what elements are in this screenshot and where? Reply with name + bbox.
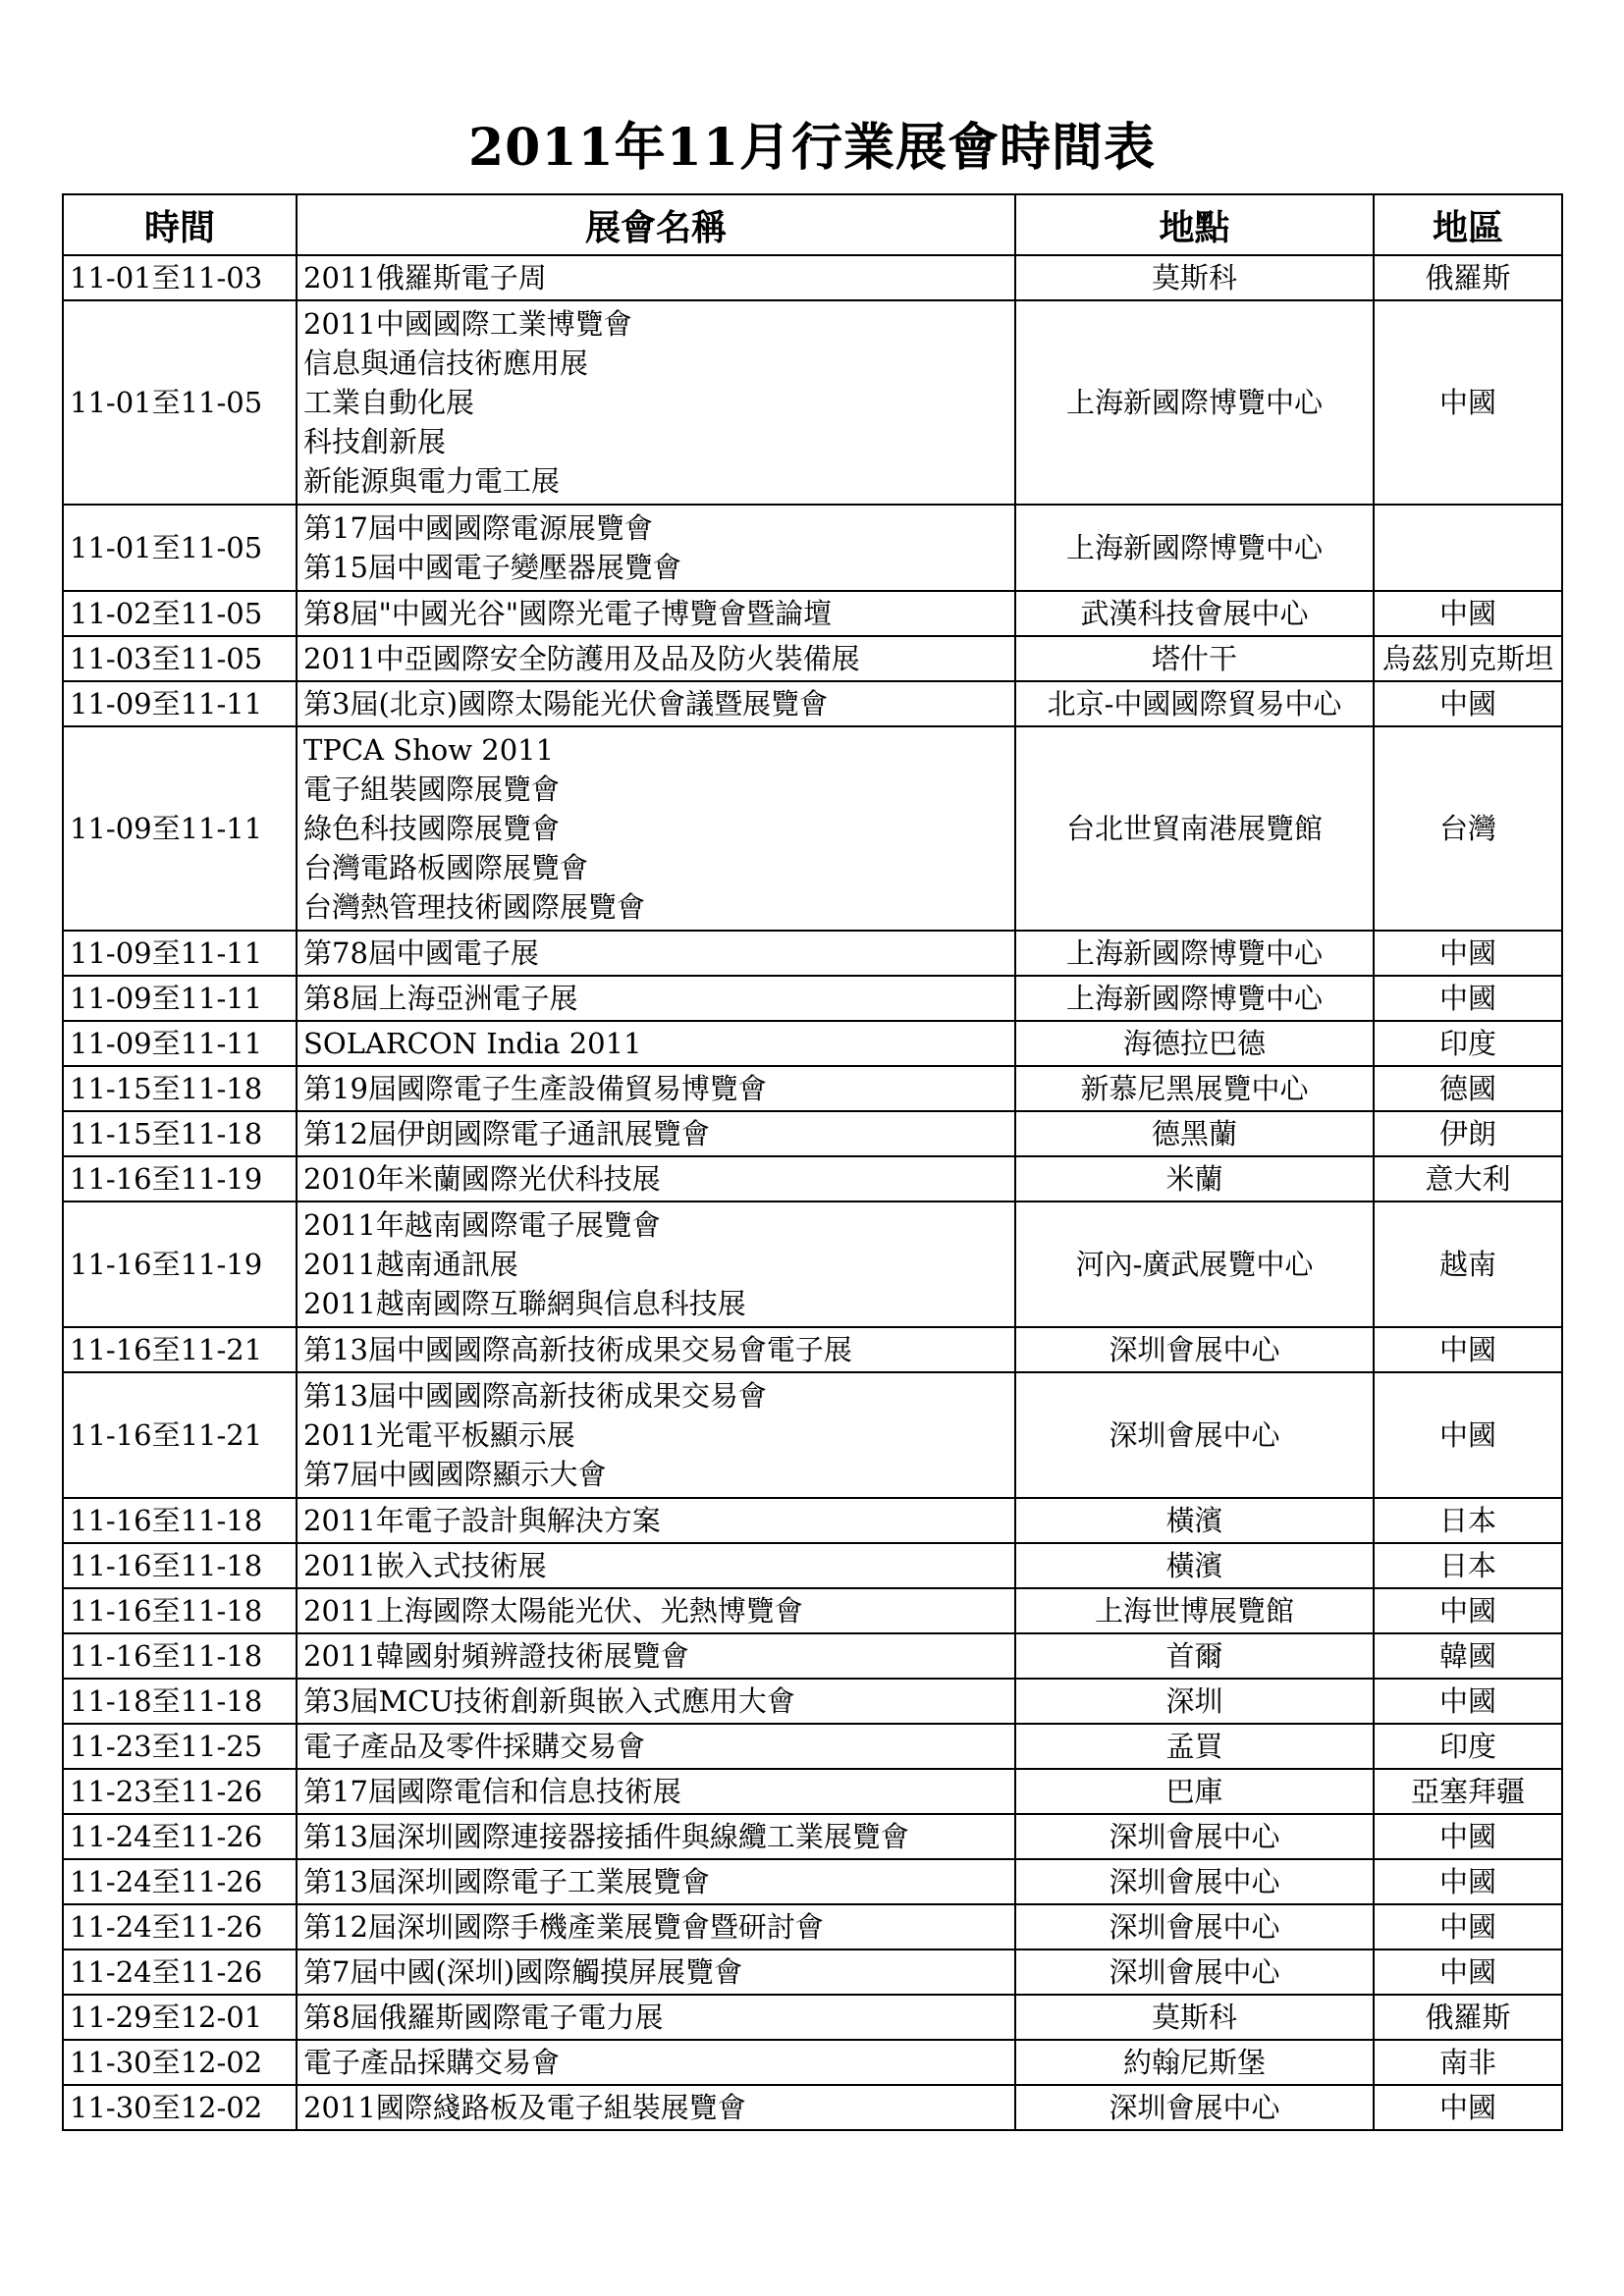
cell-name: [297, 591, 1015, 636]
exhibition-name: 電子組裝國際展覽會: [303, 773, 561, 806]
table-row: [63, 1949, 1562, 1995]
cell-name: [297, 1949, 1015, 1995]
exhibition-name: 2011國際綫路板及電子組裝展覽會: [303, 2091, 746, 2124]
exhibition-name: 工業自動化展: [303, 386, 475, 419]
table-row: [63, 1327, 1562, 1372]
cell-location: 橫濱: [1015, 1498, 1374, 1543]
cell-region: 中國: [1374, 591, 1562, 636]
cell-name: [297, 1156, 1015, 1201]
exhibition-name: 第17屆中國國際電源展覽會: [303, 511, 653, 545]
cell-time: 11-01至11-03: [63, 255, 297, 300]
header-location: 地點: [1015, 194, 1374, 255]
cell-time: 11-02至11-05: [63, 591, 297, 636]
exhibition-name: 台灣電路板國際展覽會: [303, 851, 589, 884]
cell-location: 上海新國際博覽中心: [1015, 300, 1374, 505]
schedule-body: [63, 255, 1562, 2130]
cell-name: [297, 2040, 1015, 2085]
table-row: [63, 300, 1562, 505]
header-name: 展會名稱: [297, 194, 1015, 255]
cell-time: 11-16至11-18: [63, 1633, 297, 1679]
cell-time: 11-24至11-26: [63, 1814, 297, 1859]
cell-region: 日本: [1374, 1498, 1562, 1543]
cell-region: 日本: [1374, 1543, 1562, 1588]
cell-region: 中國: [1374, 1372, 1562, 1498]
cell-region: 印度: [1374, 1724, 1562, 1769]
cell-name: [297, 1201, 1015, 1327]
table-row: [63, 1633, 1562, 1679]
cell-name: [297, 1724, 1015, 1769]
cell-region: 台灣: [1374, 726, 1562, 931]
exhibition-name: 第17屆國際電信和信息技術展: [303, 1775, 681, 1808]
exhibition-name: 第12屆深圳國際手機產業展覽會暨研討會: [303, 1910, 824, 1944]
cell-location: 深圳: [1015, 1679, 1374, 1724]
cell-region: 烏茲別克斯坦: [1374, 636, 1562, 681]
cell-location: 深圳會展中心: [1015, 1904, 1374, 1949]
cell-name: [297, 1066, 1015, 1111]
cell-location: 深圳會展中心: [1015, 1327, 1374, 1372]
cell-time: 11-18至11-18: [63, 1679, 297, 1724]
cell-time: 11-30至12-02: [63, 2085, 297, 2130]
cell-name: [297, 1543, 1015, 1588]
cell-region: 中國: [1374, 300, 1562, 505]
cell-name: [297, 1859, 1015, 1904]
table-row: [63, 1156, 1562, 1201]
cell-time: 11-01至11-05: [63, 300, 297, 505]
cell-time: 11-24至11-26: [63, 1859, 297, 1904]
table-row: [63, 636, 1562, 681]
table-row: [63, 976, 1562, 1021]
cell-time: 11-09至11-11: [63, 726, 297, 931]
cell-location: 首爾: [1015, 1633, 1374, 1679]
cell-name: [297, 1327, 1015, 1372]
cell-location: 深圳會展中心: [1015, 1372, 1374, 1498]
cell-location: 橫濱: [1015, 1543, 1374, 1588]
cell-time: 11-16至11-19: [63, 1201, 297, 1327]
cell-region: 中國: [1374, 976, 1562, 1021]
table-row: [63, 931, 1562, 976]
cell-location: 深圳會展中心: [1015, 1814, 1374, 1859]
exhibition-name: 2011越南國際互聯網與信息科技展: [303, 1287, 746, 1320]
cell-name: [297, 976, 1015, 1021]
exhibition-name: 2011越南通訊展: [303, 1248, 518, 1281]
cell-location: 北京-中國國際貿易中心: [1015, 681, 1374, 726]
cell-name: [297, 1633, 1015, 1679]
table-row: [63, 2085, 1562, 2130]
cell-region: 俄羅斯: [1374, 1995, 1562, 2040]
exhibition-name: 2011中亞國際安全防護用及品及防火裝備展: [303, 642, 860, 675]
header-region: 地區: [1374, 194, 1562, 255]
cell-time: 11-24至11-26: [63, 1949, 297, 1995]
cell-name: [297, 1904, 1015, 1949]
cell-time: 11-16至11-21: [63, 1327, 297, 1372]
exhibition-name: 第8屆"中國光谷"國際光電子博覽會暨論壇: [303, 597, 833, 630]
cell-location: 新慕尼黑展覽中心: [1015, 1066, 1374, 1111]
exhibition-name: 第15屆中國電子變壓器展覽會: [303, 551, 681, 584]
cell-name: [297, 505, 1015, 591]
cell-region: 中國: [1374, 2085, 1562, 2130]
cell-location: 深圳會展中心: [1015, 1859, 1374, 1904]
cell-name: [297, 1498, 1015, 1543]
cell-time: 11-03至11-05: [63, 636, 297, 681]
cell-time: 11-30至12-02: [63, 2040, 297, 2085]
exhibition-name: 第13屆深圳國際電子工業展覽會: [303, 1865, 710, 1898]
exhibition-name: 信息與通信技術應用展: [303, 347, 589, 380]
exhibition-name: 2011上海國際太陽能光伏、光熱博覽會: [303, 1594, 803, 1628]
table-row: [63, 1498, 1562, 1543]
table-row: [63, 1543, 1562, 1588]
exhibition-name: 第7屆中國國際顯示大會: [303, 1458, 607, 1491]
exhibition-name: 新能源與電力電工展: [303, 464, 561, 498]
exhibition-name: 2011俄羅斯電子周: [303, 261, 547, 294]
exhibition-name: 第12屆伊朗國際電子通訊展覽會: [303, 1117, 710, 1150]
exhibition-name: 第8屆上海亞洲電子展: [303, 982, 578, 1015]
cell-region: [1374, 505, 1562, 591]
table-row: [63, 505, 1562, 591]
exhibition-name: 電子產品及零件採購交易會: [303, 1730, 646, 1763]
cell-time: 11-09至11-11: [63, 1021, 297, 1066]
cell-name: [297, 681, 1015, 726]
page-title: 2011年11月行業展會時間表: [467, 118, 1157, 178]
table-row: [63, 1111, 1562, 1156]
cell-name: [297, 255, 1015, 300]
table-row: [63, 726, 1562, 931]
cell-time: 11-09至11-11: [63, 681, 297, 726]
cell-location: 河內-廣武展覽中心: [1015, 1201, 1374, 1327]
cell-name: [297, 726, 1015, 931]
header-time: 時間: [63, 194, 297, 255]
cell-name: [297, 1814, 1015, 1859]
cell-name: [297, 300, 1015, 505]
cell-location: 上海新國際博覽中心: [1015, 931, 1374, 976]
cell-location: 莫斯科: [1015, 1995, 1374, 2040]
cell-name: [297, 1021, 1015, 1066]
cell-location: 深圳會展中心: [1015, 1949, 1374, 1995]
cell-location: 孟買: [1015, 1724, 1374, 1769]
cell-location: 上海新國際博覽中心: [1015, 505, 1374, 591]
cell-location: 海德拉巴德: [1015, 1021, 1374, 1066]
table-row: [63, 2040, 1562, 2085]
exhibition-name: 第7屆中國(深圳)國際觸摸屏展覽會: [303, 1955, 743, 1989]
cell-time: 11-16至11-21: [63, 1372, 297, 1498]
cell-name: [297, 1995, 1015, 2040]
table-row: [63, 1588, 1562, 1633]
cell-time: 11-16至11-18: [63, 1498, 297, 1543]
cell-location: 約翰尼斯堡: [1015, 2040, 1374, 2085]
exhibition-name: 2011嵌入式技術展: [303, 1549, 547, 1582]
table-row: [63, 1904, 1562, 1949]
table-row: [63, 1769, 1562, 1814]
cell-location: 台北世貿南港展覽館: [1015, 726, 1374, 931]
exhibition-name: 台灣熱管理技術國際展覽會: [303, 890, 646, 924]
table-row: [63, 591, 1562, 636]
exhibition-name: 科技創新展: [303, 425, 447, 458]
table-row: [63, 1201, 1562, 1327]
cell-location: 深圳會展中心: [1015, 2085, 1374, 2130]
cell-time: 11-09至11-11: [63, 931, 297, 976]
cell-time: 11-29至12-01: [63, 1995, 297, 2040]
cell-location: 塔什干: [1015, 636, 1374, 681]
exhibition-name: 第13屆中國國際高新技術成果交易會: [303, 1379, 767, 1413]
exhibition-name: 綠色科技國際展覽會: [303, 812, 561, 845]
header-row: [63, 194, 1562, 255]
exhibition-name: SOLARCON India 2011: [303, 1027, 642, 1060]
cell-region: 意大利: [1374, 1156, 1562, 1201]
cell-region: 中國: [1374, 1588, 1562, 1633]
table-row: [63, 1021, 1562, 1066]
cell-location: 巴庫: [1015, 1769, 1374, 1814]
cell-region: 俄羅斯: [1374, 255, 1562, 300]
exhibition-name: 第13屆中國國際高新技術成果交易會電子展: [303, 1333, 852, 1366]
cell-time: 11-16至11-18: [63, 1588, 297, 1633]
cell-region: 中國: [1374, 681, 1562, 726]
exhibition-name: 2011中國國際工業博覽會: [303, 307, 632, 341]
cell-name: [297, 1588, 1015, 1633]
table-row: [63, 1679, 1562, 1724]
table-row: [63, 1995, 1562, 2040]
cell-location: 莫斯科: [1015, 255, 1374, 300]
table-row: [63, 1724, 1562, 1769]
cell-location: 武漢科技會展中心: [1015, 591, 1374, 636]
exhibition-name: 第78屆中國電子展: [303, 936, 539, 970]
exhibition-name: 第19屆國際電子生產設備貿易博覽會: [303, 1072, 767, 1105]
cell-time: 11-16至11-19: [63, 1156, 297, 1201]
cell-region: 中國: [1374, 1679, 1562, 1724]
exhibition-name: TPCA Show 2011: [303, 733, 555, 767]
cell-region: 中國: [1374, 931, 1562, 976]
cell-region: 中國: [1374, 1859, 1562, 1904]
table-row: [63, 681, 1562, 726]
cell-region: 中國: [1374, 1904, 1562, 1949]
exhibition-name: 2011年電子設計與解決方案: [303, 1504, 661, 1537]
exhibition-name: 第8屆俄羅斯國際電子電力展: [303, 2001, 664, 2034]
cell-region: 亞塞拜疆: [1374, 1769, 1562, 1814]
cell-time: 11-24至11-26: [63, 1904, 297, 1949]
cell-region: 伊朗: [1374, 1111, 1562, 1156]
cell-name: [297, 1372, 1015, 1498]
schedule-table: [62, 193, 1563, 2131]
cell-region: 越南: [1374, 1201, 1562, 1327]
cell-region: 中國: [1374, 1327, 1562, 1372]
table-row: [63, 1066, 1562, 1111]
table-row: [63, 1814, 1562, 1859]
cell-name: [297, 636, 1015, 681]
table-row: [63, 1372, 1562, 1498]
exhibition-name: 第13屆深圳國際連接器接插件與線纜工業展覽會: [303, 1820, 909, 1853]
cell-time: 11-15至11-18: [63, 1066, 297, 1111]
cell-region: 韓國: [1374, 1633, 1562, 1679]
exhibition-name: 2011光電平板顯示展: [303, 1418, 575, 1452]
cell-time: 11-09至11-11: [63, 976, 297, 1021]
table-row: [63, 255, 1562, 300]
cell-name: [297, 1111, 1015, 1156]
cell-region: 南非: [1374, 2040, 1562, 2085]
cell-time: 11-01至11-05: [63, 505, 297, 591]
exhibition-name: 電子產品採購交易會: [303, 2046, 561, 2079]
exhibition-name: 第3屆(北京)國際太陽能光伏會議暨展覽會: [303, 687, 829, 721]
cell-region: 德國: [1374, 1066, 1562, 1111]
cell-location: 上海新國際博覽中心: [1015, 976, 1374, 1021]
cell-region: 中國: [1374, 1814, 1562, 1859]
cell-name: [297, 931, 1015, 976]
cell-name: [297, 1679, 1015, 1724]
exhibition-name: 2010年米蘭國際光伏科技展: [303, 1162, 661, 1196]
cell-name: [297, 2085, 1015, 2130]
cell-region: 中國: [1374, 1949, 1562, 1995]
cell-time: 11-15至11-18: [63, 1111, 297, 1156]
cell-location: 上海世博展覽館: [1015, 1588, 1374, 1633]
cell-time: 11-23至11-26: [63, 1769, 297, 1814]
exhibition-name: 第3屆MCU技術創新與嵌入式應用大會: [303, 1684, 795, 1718]
cell-region: 印度: [1374, 1021, 1562, 1066]
exhibition-name: 2011韓國射頻辨證技術展覽會: [303, 1639, 689, 1673]
cell-time: 11-23至11-25: [63, 1724, 297, 1769]
cell-time: 11-16至11-18: [63, 1543, 297, 1588]
cell-location: 德黑蘭: [1015, 1111, 1374, 1156]
exhibition-name: 2011年越南國際電子展覽會: [303, 1208, 661, 1242]
cell-location: 米蘭: [1015, 1156, 1374, 1201]
cell-name: [297, 1769, 1015, 1814]
table-row: [63, 1859, 1562, 1904]
